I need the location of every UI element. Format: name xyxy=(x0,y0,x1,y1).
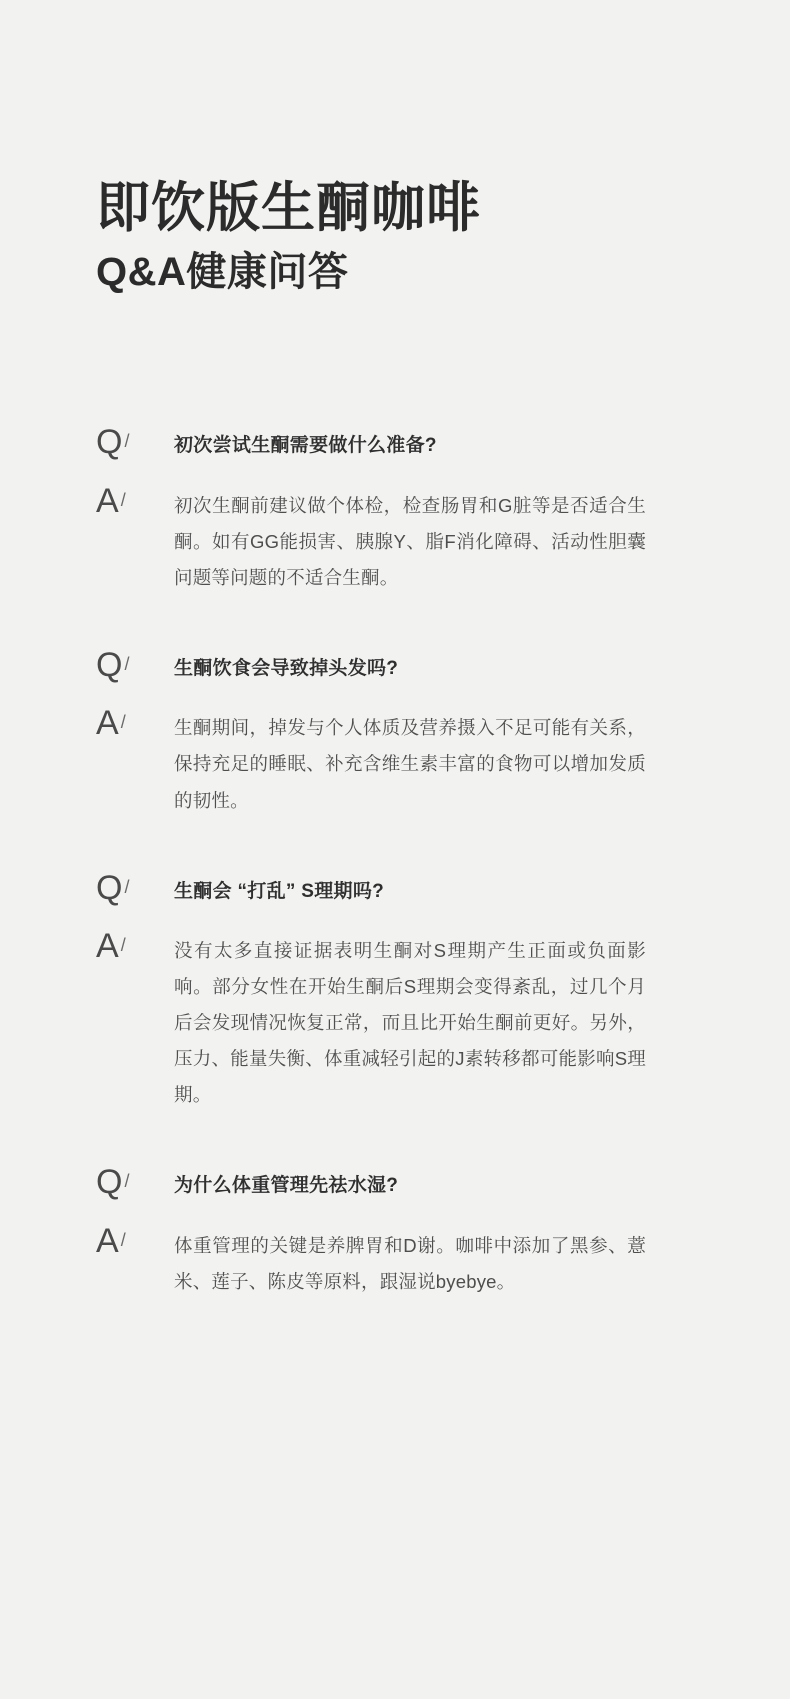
answer-row xyxy=(96,704,656,818)
question-row xyxy=(96,868,656,907)
answer-marker-letter: A xyxy=(96,704,119,743)
answer-row xyxy=(96,927,656,1113)
question-marker-letter: Q xyxy=(96,645,123,684)
question-marker-slash: / xyxy=(124,653,130,674)
answer-marker-slash: / xyxy=(120,712,126,733)
question-row xyxy=(96,1165,656,1200)
question-marker-slash: / xyxy=(124,876,130,897)
question-text: 为什么体重管理先祛水湿? xyxy=(174,1175,399,1197)
answer-marker-letter: A xyxy=(96,927,119,966)
answer-marker-slash: / xyxy=(120,489,126,510)
question-row xyxy=(96,425,656,460)
answer-text: 体重管理的关键是养脾胃和D谢。咖啡中添加了黑参、薏米、莲子、陈皮等原料，跟湿说byebye。 xyxy=(174,1235,646,1293)
answer-marker-letter: A xyxy=(96,1222,119,1261)
title-main: 即饮版生酮咖啡 xyxy=(96,178,481,238)
answer-marker xyxy=(96,927,174,966)
answer-marker xyxy=(96,1222,174,1261)
answer-marker-slash: / xyxy=(120,1230,126,1251)
question-marker-letter: Q xyxy=(96,423,123,461)
page-title xyxy=(96,178,481,296)
question-text: 生酮会 “打乱” S理期吗? xyxy=(174,880,385,902)
question-marker xyxy=(96,645,174,684)
answer-row xyxy=(96,1222,656,1300)
qa-item xyxy=(96,425,656,596)
qa-item xyxy=(96,1165,656,1300)
question-marker-slash: / xyxy=(124,1171,130,1192)
qa-item xyxy=(96,868,656,1114)
answer-marker-letter: A xyxy=(96,481,119,520)
question-marker xyxy=(96,868,174,907)
answer-marker-slash: / xyxy=(120,935,126,956)
qa-item xyxy=(96,645,656,819)
answer-text: 生酮期间，掉发与个人体质及营养摄入不足可能有关系，保持充足的睡眠、补充含维生素丰富的食物可以增加发质的韧性。 xyxy=(174,717,646,811)
question-marker-letter: Q xyxy=(96,1163,123,1202)
answer-text: 初次生酮前建议做个体检，检查肠胃和G脏等是否适合生酮。如有GG能损害、胰腺Y、脂F消化障碍、活动性胆囊问题等问题的不适合生酮。 xyxy=(174,494,646,588)
question-marker-slash: / xyxy=(124,431,130,451)
answer-text: 没有太多直接证据表明生酮对S理期产生正面或负面影响。部分女性在开始生酮后S理期会变得紊乱，过几个月后会发现情况恢复正常，而且比开始生酮前更好。另外，压力、能量失衡、体重减轻引起的J素转移都可能影响S理期。 xyxy=(174,940,646,1106)
question-marker xyxy=(96,425,174,459)
answer-row xyxy=(96,482,656,596)
question-text: 初次尝试生酮需要做什么准备? xyxy=(174,435,437,456)
question-marker xyxy=(96,1163,174,1202)
question-marker-letter: Q xyxy=(96,868,123,907)
qa-list xyxy=(96,425,656,1352)
question-row xyxy=(96,645,656,684)
answer-marker xyxy=(96,482,174,518)
answer-marker xyxy=(96,704,174,743)
question-text: 生酮饮食会导致掉头发吗? xyxy=(174,657,399,679)
title-sub: Q&A健康问答 xyxy=(96,250,349,295)
